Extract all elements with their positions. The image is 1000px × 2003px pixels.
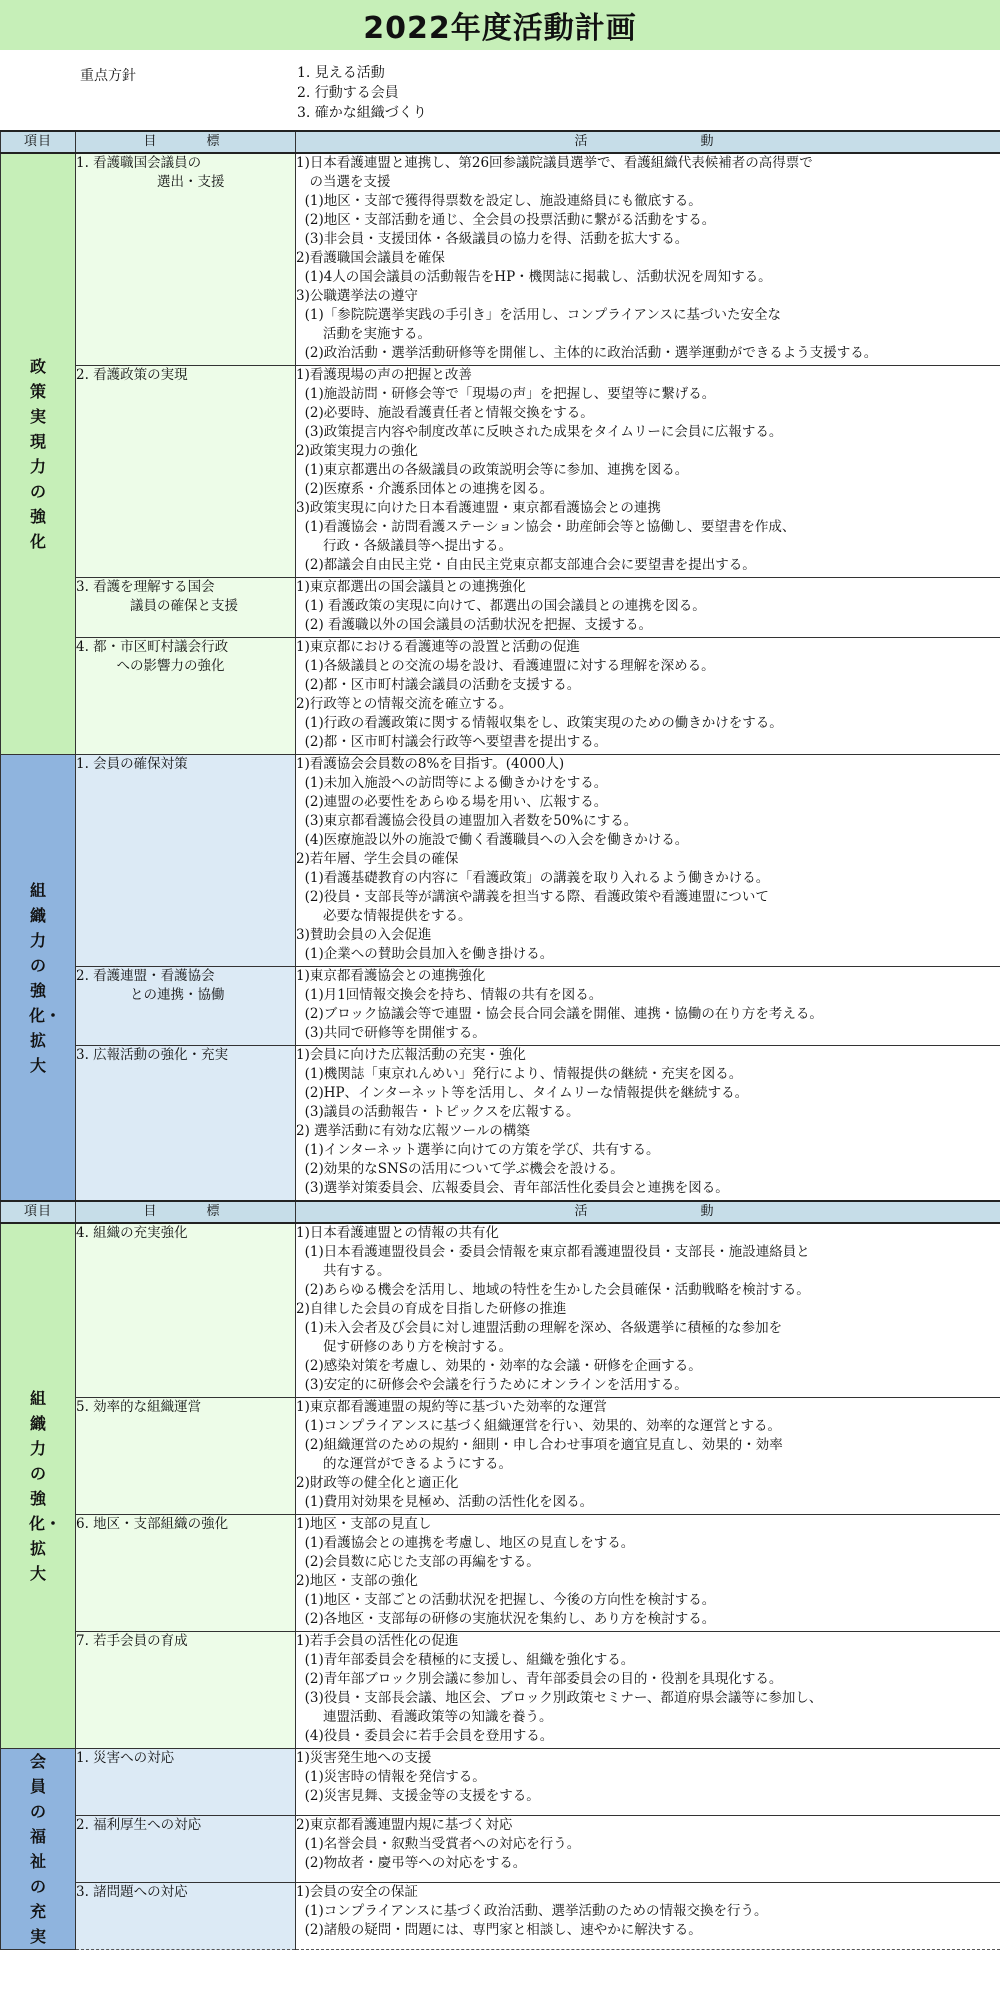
activity-line: 促す研修のあり方を検討する。: [296, 1339, 512, 1355]
activity-line: (1)企業への賛助会員加入を働き掛ける。: [296, 946, 554, 962]
activity-line: (2)連盟の必要性をあらゆる場を用い、広報する。: [296, 794, 608, 810]
activity-line: 1)地区・支部の見直し: [296, 1516, 432, 1532]
activity-line: 3)政策実現に向けた日本看護連盟・東京都看護協会との連携: [296, 500, 661, 516]
activity-line: 的な運営ができるようにする。: [296, 1456, 512, 1472]
goal-cell: 3. 諸問題への対応: [76, 1883, 296, 1950]
activity-line: (2)ブロック協議会等で連盟・協会長合同会議を開催、連携・協働の在り方を考える。: [296, 1006, 823, 1022]
activity-cell: [296, 755, 1000, 967]
header-activity: 活 動: [296, 131, 1000, 153]
section-label: [1, 755, 76, 1202]
activity-line: (2)あらゆる機会を活用し、地域の特性を生かした会員確保・活動戦略を検討する。: [296, 1282, 810, 1298]
activity-line: (3)議員の活動報告・トピックスを広報する。: [296, 1104, 580, 1120]
activity-line: (1)「参院院選挙実践の手引き」を活用し、コンプライアンスに基づいた安全な: [296, 307, 781, 323]
activity-line: 2)東京都看護連盟内規に基づく対応: [296, 1817, 513, 1833]
section-label-text: 政策実現力の強化: [29, 357, 46, 551]
activity-line: (1)看護基礎教育の内容に「看護政策」の講義を取り入れるよう働きかける。: [296, 870, 770, 886]
table-header-row: [1, 1201, 1000, 1223]
goal-cell: 3. 看護を理解する国会 議員の確保と支援: [76, 578, 296, 638]
activity-line: (2)医療系・介護系団体との連携を図る。: [296, 481, 554, 497]
activity-line: (2)青年部ブロック別会議に参加し、青年部委員会の目的・役割を具現化する。: [296, 1671, 783, 1687]
policy-label: 重点方針: [80, 68, 136, 84]
table-row: [1, 1632, 1000, 1749]
activity-line: (2)政治活動・選挙活動研修等を開催し、主体的に政治活動・選挙運動ができるよう支援する。: [296, 345, 878, 361]
activity-line: 1)日本看護連盟と連携し、第26回参議院議員選挙で、看護組織代表候補者の高得票で: [296, 155, 813, 171]
activity-cell: [296, 1223, 1000, 1398]
activity-line: 3)賛助会員の入会促進: [296, 927, 432, 943]
activity-line: 2)財政等の健全化と適正化: [296, 1475, 459, 1491]
plan-table: [0, 130, 1000, 1950]
policy-item: 1. 見える活動: [297, 65, 385, 81]
activity-cell: [296, 1816, 1000, 1883]
activity-line: (1)青年部委員会を積極的に支援し、組織を強化する。: [296, 1652, 635, 1668]
activity-line: (4)役員・委員会に若手会員を登用する。: [296, 1728, 554, 1744]
table-row: [1, 967, 1000, 1046]
activity-line: (2)必要時、施設看護責任者と情報交換をする。: [296, 405, 594, 421]
activity-line: (1)名誉会員・叙勲当受賞者への対応を行う。: [296, 1836, 581, 1852]
goal-cell: 5. 効率的な組織運営: [76, 1398, 296, 1515]
header-goal: 目 標: [76, 1201, 296, 1223]
goal-cell: 4. 組織の充実強化: [76, 1223, 296, 1398]
activity-line: (2)各地区・支部毎の研修の実施状況を集約し、あり方を検討する。: [296, 1611, 716, 1627]
activity-line: (1)施設訪問・研修会等で「現場の声」を把握し、要望等に繋げる。: [296, 386, 716, 402]
activity-cell: [296, 1749, 1000, 1816]
activity-line: (1)4人の国会議員の活動報告をHP・機関誌に掲載し、活動状況を周知する。: [296, 269, 772, 285]
table-row: [1, 1398, 1000, 1515]
header-item: 項目: [1, 1201, 76, 1223]
activity-line: (1)災害時の情報を発信する。: [296, 1769, 486, 1785]
activity-cell: [296, 1883, 1000, 1950]
table-row: [1, 1883, 1000, 1950]
goal-cell: 7. 若手会員の育成: [76, 1632, 296, 1749]
activity-line: (2)都・区市町村議会議員の活動を支援する。: [296, 677, 581, 693]
activity-line: (1)コンプライアンスに基づく政治活動、選挙活動のための情報交換を行う。: [296, 1903, 768, 1919]
activity-line: (3)役員・支部長会議、地区会、ブロック別政策セミナー、都道府県会議等に参加し、: [296, 1690, 823, 1706]
activity-line: (3)選挙対策委員会、広報委員会、青年部活性化委員会と連携を図る。: [296, 1180, 729, 1196]
section-label: [1, 153, 76, 755]
activity-line: 1)看護現場の声の把握と改善: [296, 367, 472, 383]
section-label-text: 組織力の強化・拡大: [29, 880, 62, 1075]
activity-line: (2)都議会自由民主党・自由民主党東京都支部連合会に要望書を提出する。: [296, 557, 756, 573]
activity-line: (1)東京都選出の各級議員の政策説明会等に参加、連携を図る。: [296, 462, 689, 478]
section-label: [1, 1223, 76, 1749]
activity-line: 連盟活動、看護政策等の知識を養う。: [296, 1709, 553, 1725]
activity-line: の当選を支援: [296, 174, 391, 190]
activity-line: 3)公職選挙法の遵守: [296, 288, 418, 304]
goal-cell: 4. 都・市区町村議会行政 への影響力の強化: [76, 638, 296, 755]
activity-line: (1)各級議員との交流の場を設け、看護連盟に対する理解を深める。: [296, 658, 715, 674]
activity-line: 1)若手会員の活性化の促進: [296, 1633, 459, 1649]
activity-line: (1)月1回情報交換会を持ち、情報の共有を図る。: [296, 987, 603, 1003]
activity-line: (3)安定的に研修会や会議を行うためにオンラインを活用する。: [296, 1377, 688, 1393]
goal-cell: 3. 広報活動の強化・充実: [76, 1046, 296, 1202]
activity-line: 2)地区・支部の強化: [296, 1573, 418, 1589]
goal-cell: 2. 看護政策の実現: [76, 366, 296, 578]
activity-line: 1)東京都看護連盟の規約等に基づいた効率的な運営: [296, 1399, 607, 1415]
activity-line: 2) 選挙活動に有効な広報ツールの構築: [296, 1123, 530, 1139]
activity-line: (4)医療施設以外の施設で働く看護職員への入会を働きかける。: [296, 832, 689, 848]
activity-line: (1)地区・支部ごとの活動状況を把握し、今後の方向性を検討する。: [296, 1592, 716, 1608]
activity-line: (1)未入会者及び会員に対し連盟活動の理解を深め、各級選挙に積極的な参加を: [296, 1320, 783, 1336]
section-label-text: 組織力の強化・拡大: [29, 1389, 62, 1583]
activity-line: 2)自律した会員の育成を目指した研修の推進: [296, 1301, 567, 1317]
activity-line: 1)東京都看護協会との連携強化: [296, 968, 486, 984]
activity-line: (3)共同で研修等を開催する。: [296, 1025, 486, 1041]
goal-cell: 6. 地区・支部組織の強化: [76, 1515, 296, 1632]
activity-line: 2)行政等との情報交流を確立する。: [296, 696, 513, 712]
activity-cell: [296, 578, 1000, 638]
activity-line: (1) 看護政策の実現に向けて、都選出の国会議員との連携を図る。: [296, 598, 706, 614]
table-row: [1, 1515, 1000, 1632]
activity-line: (1)看護協会・訪問看護ステーション協会・助産師会等と協働し、要望書を作成、: [296, 519, 796, 535]
activity-cell: [296, 638, 1000, 755]
header-item: 項目: [1, 131, 76, 153]
activity-cell: [296, 153, 1000, 366]
activity-line: (2)役員・支部長等が講演や講義を担当する際、看護政策や看護連盟について: [296, 889, 769, 905]
activity-line: 2)政策実現力の強化: [296, 443, 418, 459]
activity-line: 2)看護職国会議員を確保: [296, 250, 445, 266]
activity-line: 1)東京都における看護連等の設置と活動の促進: [296, 639, 580, 655]
activity-line: 共有する。: [296, 1263, 391, 1279]
activity-line: 1)日本看護連盟との情報の共有化: [296, 1225, 499, 1241]
activity-line: (2)都・区市町村議会行政等へ要望書を提出する。: [296, 734, 608, 750]
activity-line: (2)HP、インターネット等を活用し、タイムリーな情報提供を継続する。: [296, 1085, 749, 1101]
activity-cell: [296, 1046, 1000, 1202]
activity-cell: [296, 1515, 1000, 1632]
policy-item: 2. 行動する会員: [297, 85, 399, 101]
activity-line: (2)効果的なSNSの活用について学ぶ機会を設ける。: [296, 1161, 624, 1177]
activity-line: (1)行政の看護政策に関する情報収集をし、政策実現のための働きかけをする。: [296, 715, 783, 731]
goal-cell: 2. 福利厚生への対応: [76, 1816, 296, 1883]
activity-line: 行政・各級議員等へ提出する。: [296, 538, 512, 554]
table-row: [1, 1749, 1000, 1816]
activity-line: 1)会員に向けた広報活動の充実・強化: [296, 1047, 526, 1063]
activity-line: (3)政策提言内容や制度改革に反映された成果をタイムリーに会員に広報する。: [296, 424, 783, 440]
activity-line: 必要な情報提供をする。: [296, 908, 472, 924]
activity-line: (2)災害見舞、支援金等の支援をする。: [296, 1788, 540, 1804]
section-label: [1, 1749, 76, 1950]
activity-line: (1)機関誌「東京れんめい」発行により、情報提供の継続・充実を図る。: [296, 1066, 743, 1082]
table-row: [1, 755, 1000, 967]
activity-line: (1)コンプライアンスに基づく組織運営を行い、効果的、効率的な運営とする。: [296, 1418, 781, 1434]
activity-line: (3)非会員・支援団体・各級議員の協力を得、活動を拡大する。: [296, 231, 689, 247]
goal-cell: 2. 看護連盟・看護協会 との連携・協働: [76, 967, 296, 1046]
activity-line: (2)会員数に応じた支部の再編をする。: [296, 1554, 540, 1570]
activity-line: (2)感染対策を考慮し、効果的・効率的な会議・研修を企画する。: [296, 1358, 702, 1374]
policy-block: [0, 50, 1000, 130]
table-header-row: [1, 131, 1000, 153]
title-bar: [0, 0, 1000, 50]
activity-line: (1)未加入施設への訪問等による働きかけをする。: [296, 775, 608, 791]
activity-line: 1)東京都選出の国会議員との連携強化: [296, 579, 526, 595]
table-row: [1, 1816, 1000, 1883]
goal-cell: 1. 会員の確保対策: [76, 755, 296, 967]
table-row: [1, 578, 1000, 638]
activity-line: (1)地区・支部で獲得得票数を設定し、施設連絡員にも徹底する。: [296, 193, 702, 209]
activity-cell: [296, 1632, 1000, 1749]
table-row: [1, 1046, 1000, 1202]
table-row: [1, 153, 1000, 366]
goal-cell: 1. 災害への対応: [76, 1749, 296, 1816]
activity-cell: [296, 366, 1000, 578]
activity-line: (2)物故者・慶弔等への対応をする。: [296, 1855, 527, 1871]
activity-line: (1)日本看護連盟役員会・委員会情報を東京都看護連盟役員・支部長・施設連絡員と: [296, 1244, 810, 1260]
activity-line: 1)会員の安全の保証: [296, 1884, 418, 1900]
activity-cell: [296, 1398, 1000, 1515]
table-row: [1, 638, 1000, 755]
activity-line: (2)諸般の疑問・問題には、専門家と相談し、速やかに解決する。: [296, 1922, 702, 1938]
policy-list: [297, 63, 427, 123]
header-goal: 目 標: [76, 131, 296, 153]
header-activity: 活 動: [296, 1201, 1000, 1223]
activity-line: (3)東京都看護協会役員の連盟加入者数を50%にする。: [296, 813, 638, 829]
table-row: [1, 366, 1000, 578]
table-row: [1, 1223, 1000, 1398]
activity-line: 1)看護協会会員数の8%を目指す。(4000人): [296, 756, 565, 772]
page-title: 2022年度活動計画: [363, 11, 637, 46]
activity-line: 2)若年層、学生会員の確保: [296, 851, 459, 867]
activity-line: (1)看護協会との連携を考慮し、地区の見直しをする。: [296, 1535, 635, 1551]
activity-line: (2) 看護職以外の国会議員の活動状況を把握、支援する。: [296, 617, 652, 633]
policy-item: 3. 確かな組織づくり: [297, 105, 427, 121]
goal-cell: 1. 看護職国会議員の 選出・支援: [76, 153, 296, 366]
activity-line: 1)災害発生地への支援: [296, 1750, 432, 1766]
activity-cell: [296, 967, 1000, 1046]
activity-line: 活動を実施する。: [296, 326, 431, 342]
activity-line: (2)組織運営のための規約・細則・申し合わせ事項を適宜見直し、効果的・効率: [296, 1437, 783, 1453]
activity-line: (2)地区・支部活動を通じ、全会員の投票活動に繋がる活動をする。: [296, 212, 716, 228]
activity-line: (1)インターネット選挙に向けての方策を学び、共有する。: [296, 1142, 660, 1158]
section-label-text: 会員の福祉の充実: [29, 1752, 46, 1946]
activity-line: (1)費用対効果を見極め、活動の活性化を図る。: [296, 1494, 594, 1510]
